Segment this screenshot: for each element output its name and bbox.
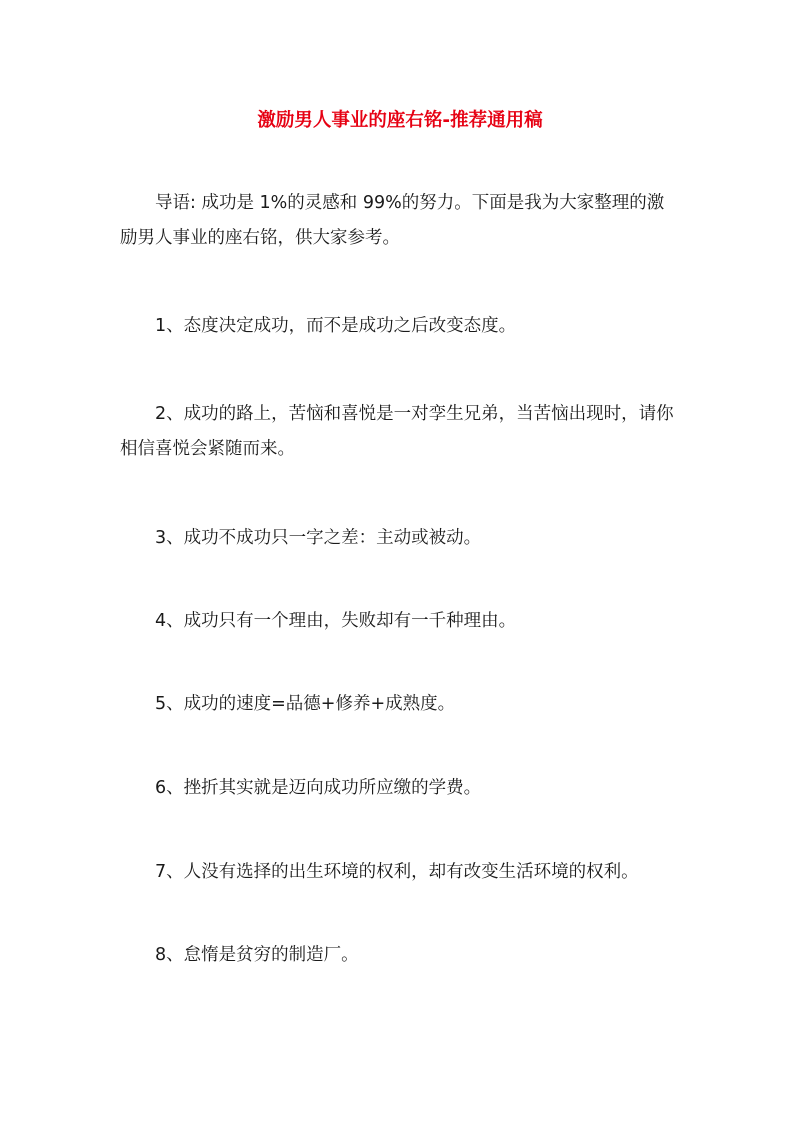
motto-item-3: 3、成功不成功只一字之差：主动或被动。 bbox=[155, 528, 482, 548]
motto-item-4: 4、成功只有一个理由，失败却有一千种理由。 bbox=[155, 611, 517, 631]
motto-item-8: 8、怠惰是贫穷的制造厂。 bbox=[155, 945, 359, 965]
motto-item-5: 5、成功的速度=品德+修养+成熟度。 bbox=[155, 694, 456, 714]
motto-item-1: 1、态度决定成功，而不是成功之后改变态度。 bbox=[155, 316, 517, 336]
document-title: 激励男人事业的座右铭-推荐通用稿 bbox=[257, 110, 543, 131]
motto-item-2: 2、成功的路上，苦恼和喜悦是一对孪生兄弟，当苦恼出现时，请你相信喜悦会紧随而来。 bbox=[120, 404, 674, 459]
intro-paragraph: 导语: 成功是 1%的灵感和 99%的努力。下面是我为大家整理的激励男人事业的座右铭，供大家参考。 bbox=[120, 193, 665, 248]
motto-item-6: 6、挫折其实就是迈向成功所应缴的学费。 bbox=[155, 778, 482, 798]
motto-item-7: 7、人没有选择的出生环境的权利，却有改变生活环境的权利。 bbox=[155, 862, 639, 882]
